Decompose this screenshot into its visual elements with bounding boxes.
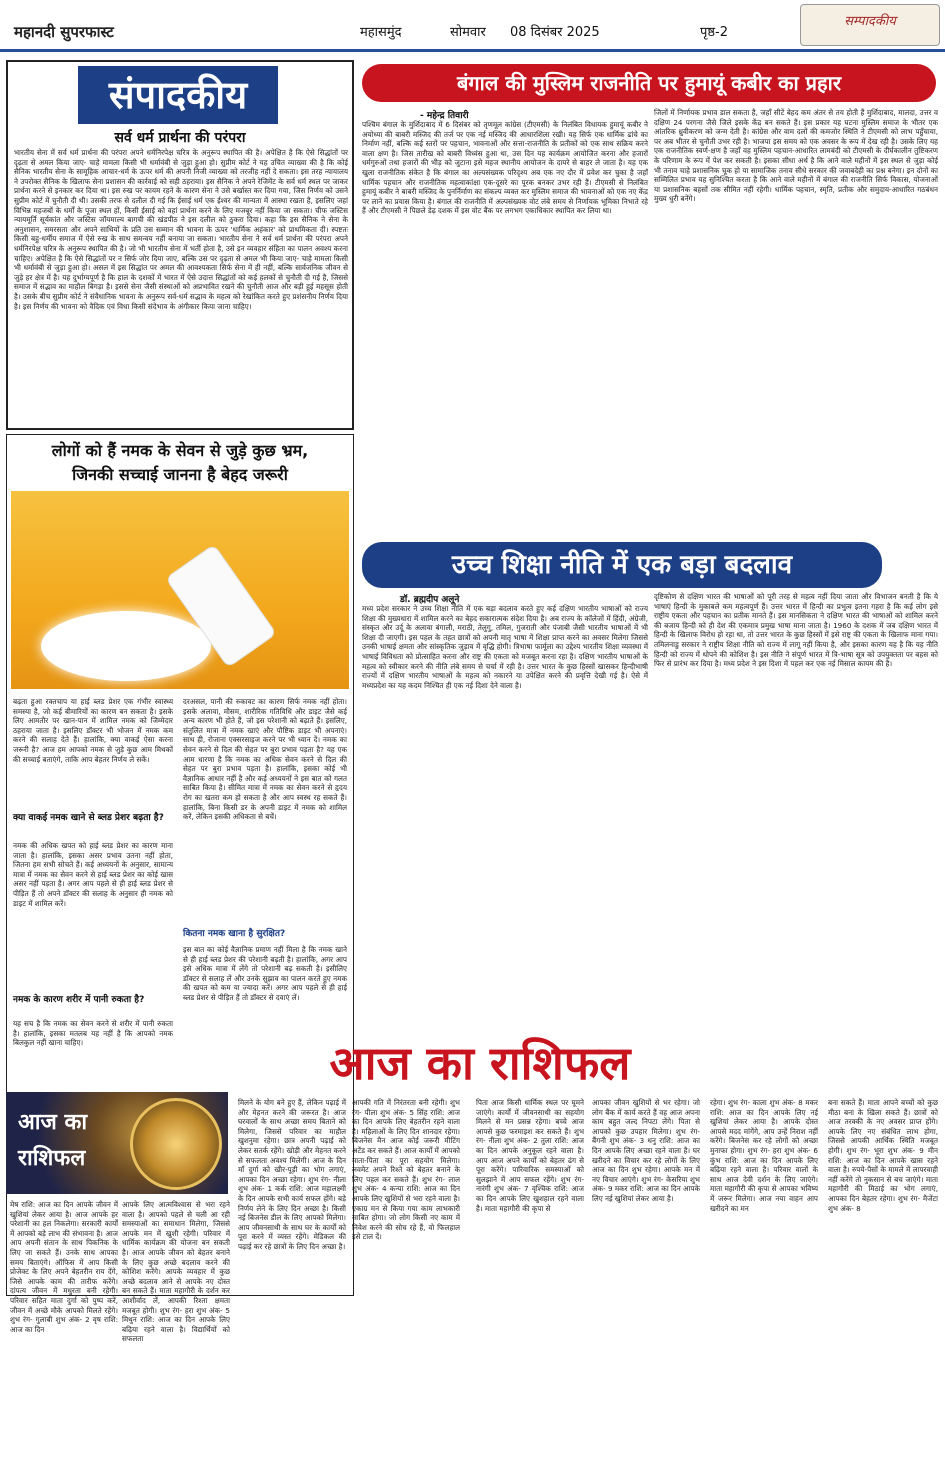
editorial-box (6, 60, 354, 430)
rashifal-col2: आपके लिए आत्मविश्वास से भरा रहने वाला है। आपको पहले से चली आ रही समस्याओं का समाधान मिलेगा, जिससे आपके मन में खुशी रहेगी। परिवार में धार्मिक कार्यक्रम की योजना बन सकती है। आज आपके जीवन को बेहतर बनाने के लिए कुछ अच्छे बदलाव करने की कोशिश करेंगे। आपके व्यवहार में कुछ अच्छे बदलाव आने से आपके नए दोस्त बन सकते हैं। माता महागौरी के दर्शन कर आशीर्वाद लें, आपकी रिश्ता क्षमता मजबूत होगी। शुभ रंग- हरा शुभ अंक- 5 मिथुन राशि: आज का दिन आपके लिए बढ़िया रहने वाला है। विद्यार्थियों को सफलता (122, 1200, 230, 1344)
rashifal-image-title-2: राशिफल (18, 1146, 86, 1171)
rashifal-col4: आपकी गति में निरंतरता बनी रहेगी। शुभ रंग- पीला शुभ अंक- 5 सिंह राशि: आज का दिन आपके लिए बेहतरीन रहने वाला है। महिलाओं के लिए दिन शानदार रहेगा। बिजनेस मैन आज कोई जरूरी मीटिंग अटेंड कर सकते हैं। आज कार्यों में आपको माता-पिता का पूरा सहयोग मिलेगा। लवमेट अपने रिश्ते को बेहतर बनाने के लिए पहल कर सकते हैं। शुभ रंग- लाल शुभ अंक- 4 कन्या राशि: आज का दिन आपके लिए खुशियों से भरा रहने वाला है। एकाग्र मन से किया गया काम लाभकारी साबित होगा। जो लोग किसी नए काम में निवेश करने की सोच रहे हैं, वो फिलहाल इसे टाल दें। (352, 1098, 460, 1242)
section-logo-text: सम्पादकीय (844, 14, 896, 29)
paper-name: महानदी सुपरफास्ट (14, 23, 114, 41)
rashifal-col1: मेष राशि: आज का दिन आपके जीवन में खुशियां लेकर आया है। आज आपके हर परेशानी का हल निकलेगा। सरकारी कार्यों में आपको बड़े लाभ की संभावना है। आज आप अपनी संतान के साथ पिकनिक के लिए जा सकते हैं। उनके साथ आपका समय बिताएंगे। ऑफिस में आप किसी प्रोजेक्ट के लिए अपने बेहतरीन राय देंगे, जिसे आपके काम की तारीफ करेंगे। दांपत्य जीवन में मधुरता बनी रहेगी। परिवार सहित माता दुर्गा को पुष्प करें, जीवन में अच्छे मौके आपको मिलते रहेंगे। शुभ रंग- गुलाबी शुभ अंक- 2 वृष राशि: आज का दिन (10, 1200, 118, 1334)
salt-title-line2: जिनकी सच्चाई जानना है बेहद जरूरी (72, 465, 288, 484)
salt-col1c: यह सच है कि नमक का सेवन करने से शरीर में पानी रुकता है। हालांकि, इसका मतलब यह नहीं है कि आपको नमक बिलकुल नहीं खाना चाहिए। (13, 1019, 173, 1048)
bengal-author: - महेन्द्र तिवारी (420, 111, 469, 121)
page-number: पृष्ठ-2 (700, 25, 729, 40)
salt-pile (41, 611, 211, 681)
education-headline: उच्च शिक्षा नीति में एक बड़ा बदलाव (362, 542, 882, 588)
salt-col1b: नमक की अधिक खपत को हाई ब्लड प्रेशर का कारण माना जाता है। हालांकि, इसका असर प्रभाव उतना नहीं होता, जितना हम सभी सोचते हैं। कई अध्ययनों के अनुसार, सामान्य मात्रा में नमक का सेवन करने से हाई ब्लड प्रेशर का कोई खास असर नहीं पड़ता है। अगर आप पहले से ही हाई ब्लड प्रेशर से पीड़ित हैं तो अपने डॉक्टर की सलाह के अनुसार ही नमक को डाइट में शामिल करें। (13, 841, 173, 908)
salt-heading-1: क्या वाकई नमक खाने से ब्लड प्रेशर बढ़ता है? (13, 813, 164, 823)
rashifal-col6: आपका जीवन खुशियों से भर रहेगा। जो लोग बैंक में कार्य करते हैं वह आज अपना काम बहुत जल्द निपटा लेंगे। पिता से आपको कुछ उपहार मिलेगा। शुभ रंग- बैंगनी शुभ अंक- 3 धनु राशि: आज का दिन आपके लिए अच्छा रहने वाला है। घर खरीदने का विचार कर रहे लोगों के लिए आज का दिन शुभ रहेगा। आपके मन में नए विचार आएंगे। शुभ रंग- केसरिया शुभ अंक- 9 मकर राशि: आज का दिन आपके लिए नई खुशियां लेकर आया है। (592, 1098, 700, 1203)
salt-heading-3: कितना नमक खाना है सुरक्षित? (183, 929, 286, 939)
rashifal-image (6, 1092, 228, 1194)
issue-date: 08 दिसंबर 2025 (510, 25, 600, 40)
salt-col2b: इस बात का कोई वैज्ञानिक प्रमाण नहीं मिला है कि नमक खाने से ही हाई ब्लड प्रेशर की परेशानी बढ़ती है। हालांकि, अगर आप इसे अधिक मात्रा में लेंगे तो परेशानी बढ़ सकती है। इसीलिए डॉक्टर से सलाह लें और उनके सुझाव का पालन करते हुए नमक की खपत को कम या ज्यादा करें। अगर आप पहले से ही हाई ब्लड प्रेशर से पीड़ित हैं तो डॉक्टर से दवाएं लें। (183, 945, 347, 1002)
city-name: महासमुंद (360, 25, 402, 40)
day-name: सोमवार (450, 25, 486, 40)
education-author: डॉ. ब्रह्मदीप अलूने (400, 595, 460, 605)
rashifal-col7: रहेगा। शुभ रंग- काला शुभ अंक- 8 मकर राशि: आज का दिन आपके लिए नई खुशियां लेकर आया है। आपके दोस्त आपसे मदद मांगेंगे, आप उन्हें निराश नहीं करेंगे। बिजनेस कर रहे लोगों को अच्छा मुनाफा होगा। शुभ रंग- हरा शुभ अंक- 6 कुंभ राशि: आज का दिन आपके लिए बढ़िया रहने वाला है। परिवार वालों के साथ आज देवी दर्शन के लिए जाएंगे। माता महागौरी की कृपा से आपका भविष्य में जरूर मिलेगा। आज नया वाहन आप खरीदने का मन (710, 1098, 818, 1213)
page-header (0, 0, 945, 52)
salt-col1: बढ़ता हुआ रक्तचाप या हाई ब्लड प्रेशर एक गंभीर स्वास्थ्य समस्या है, जो कई बीमारियों का कारण बन सकता है। इसके लिए आमतौर पर खान-पान में शामिल नमक को जिम्मेदार ठहराया जाता है। इसलिए डॉक्टर भी भोजन में नमक कम करने की सलाह देते हैं। हालांकि, क्या वाकई ऐसा करना जरूरी है? आज हम आपको नमक से जुड़े कुछ आम मिथकों की सच्चाई बताएंगे, ताकि आप बेहतर निर्णय ले सकें। (13, 697, 173, 764)
salt-title-line1: लोगों को हैं नमक के सेवन से जुड़े कुछ भ्रम, (51, 441, 309, 460)
bengal-headline: बंगाल की मुस्लिम राजनीति पर हुमायूं कबीर का प्रहार (362, 64, 936, 102)
editorial-title: सर्व धर्म प्रार्थना की परंपरा (114, 130, 246, 146)
bengal-col2: जिलों में निर्णायक प्रभाव डाल सकता है, जहाँ सीटें बेहद कम अंतर से तय होती हैं मुर्शिदाबाद, मालदा, उत्तर व दक्षिण 24 परगना जैसे जिले इसके केंद्र बन सकते हैं। इस प्रकार यह घटना मुस्लिम समाज के भीतर एक आंतरिक ध्रुवीकरण को जन्म देती है। कांग्रेस और वाम दलों की कमजोर स्थिति ने टीएमसी को लाभ पहुँचाया, पर अब भीतर से चुनौती उभर रही है। भाजपा इस समय को एक अवसर के रूप में देख रही है। उसके लिए यह एक राजनीतिक स्वर्ण-क्षण है जहाँ वह मुस्लिम पहचान-आधारित लामबंदी को टीएमसी के दीर्घकालीन तुष्टिकरण के परिणाम के रूप में पेश कर सकती है। इसका सीधा अर्थ है कि आने वाले महीनों में इस स्थल से जुड़ा कोई भी तनाव चाहे प्रशासनिक चूक हो या सामाजिक तनाव सीधे सरकार की जवाबदेही का प्रश्न बनेगा। इन दोनों का सम्मिलित प्रभाव यह सुनिश्चित करता है कि आने वाले महीनों में बंगाल की राजनीति सिर्फ विकास, योजनाओं या प्रशासनिक बहसों तक सीमित नहीं रहेगी। धार्मिक पहचान, स्मृति, प्रतीक और समुदाय-आधारित गठबंधन मुख्य धुरी बनेंगे। (654, 108, 938, 204)
rashifal-col5: पिता आज किसी धार्मिक स्थल पर घूमने जाएंगे। कार्यों में जीवनसाथी का सहयोग मिलने से मन प्रसन्न रहेगा। बच्चे आज आपसे कुछ फरमाइश कर सकते हैं। शुभ रंग- नीला शुभ अंक- 2 तुला राशि: आज का दिन आपके अनुकूल रहने वाला है। आप आज अपने कार्यों को बेहतर ढंग से पूरा करेंगे। पारिवारिक समस्याओं को सुलझाने में आप सफल रहेंगे। शुभ रंग- नारंगी शुभ अंक- 7 वृश्चिक राशि: आज का दिन आपके लिए खुशहाल रहने वाला है। माता महागौरी की कृपा से (476, 1098, 584, 1213)
salt-col2: दरअसल, पानी की रुकावट का कारण सिर्फ नमक नहीं होता। इसके अलावा, मौसम, शारीरिक गतिविधि और डाइट जैसे कई अन्य कारण भी होते हैं, जो इस परेशानी को बढ़ाते हैं। इसलिए, संतुलित मात्रा में नमक खाएं और पौष्टिक डाइट भी अपनाएं। साथ ही, रोजाना एक्सरसाइज करने पर भी ध्यान दें। नमक का सेवन करने से दिल की सेहत पर बुरा प्रभाव पड़ता है? यह एक आम धारणा है कि नमक का अधिक सेवन करने से दिल की सेहत पर बुरा प्रभाव पड़ता है। हालांकि, इसका कोई भी वैज्ञानिक आधार नहीं है और कई अध्ययनों ने इस बात को गलत साबित किया है। सीमित मात्रा में नमक का सेवन करने से हृदय रोग का खतरा कम हो सकता है और आप स्वस्थ रह सकते हैं। हालांकि, बिना किसी डर के अपनी डाइट में नमक को शामिल करें, लेकिन इसकी अधिकता से बचें। (183, 697, 347, 822)
rashifal-col8: बना सकते हैं। माता आपने बच्चों को कुछ मीठा बना के खिला सकते हैं। छात्रों को आज तरक्की के नए अवसर प्राप्त होंगे। आपके लिए नए संबंधित लाभ होगा, जिससे आपकी आर्थिक स्थिति मजबूत होगी। शुभ रंग- भूरा शुभ अंक- 9 मीन राशि: आज का दिन आपके खास रहने वाला है। रुपये-पैसों के मामले में लापरवाही नहीं करेंगे तो नुकसान से बच जाएंगे। माता महागौरी की मिठाई का भोग लगाएं, आपका दिन बेहतर रहेगा। शुभ रंग- मैजेंटा शुभ अंक- 8 (828, 1098, 938, 1213)
education-col1: मध्य प्रदेश सरकार ने उच्च शिक्षा नीति में एक बड़ा बदलाव करते हुए कई दक्षिण भारतीय भाषाओं को राज्य शिक्षा की मुख्यधारा में शामिल करने का बेहद सकारात्मक संदेश दिया है। अब राज्य के कॉलेजों में हिंदी, अंग्रेजी, संस्कृत और उर्दू के अलावा बंगाली, मराठी, तेलुगु, तमिल, गुजराती और पंजाबी जैसी भारतीय भाषाओं में भी शिक्षा दी जाएगी। इस पहल के तहत छात्रों को अपनी मातृ भाषा में शिक्षा प्राप्त करने का अवसर मिलेगा जिससे उनकी भाषाई क्षमता और सांस्कृतिक जुड़ाव में वृद्धि होगी। त्रिभाषा फार्मूला का उद्देश्य भारतीय शिक्षा व्यवस्था में भाषाई विविधता को प्रोत्साहित करना और राष्ट्र की एकता को मजबूत करना रहा है। दक्षिण भारतीय भाषाओं के महत्व को स्वीकार करने की नीति लंबे समय से चर्चा में रही है। उत्तर भारत के कुछ हिस्सों खासकर हिन्दीभाषी राज्यों में दक्षिण भारतीय भाषाओं के महत्व को नकारने या उपेक्षित करने की प्रवृत्ति देखी गई है। ऐसे में मध्यप्रदेश का यह कदम निश्चित ही एक नई दिशा देने वाला है। (362, 604, 648, 690)
editorial-banner: संपादकीय (78, 66, 278, 124)
bengal-col1: पश्चिम बंगाल के मुर्शिदाबाद में 6 दिसंबर को तृणमूल कांग्रेस (टीएमसी) के निलंबित विधायक हुमायूं कबीर ने अयोध्या की बाबरी मस्जिद की तर्ज पर एक नई मस्जिद की आधारशिला रखी। यह सिर्फ एक धार्मिक ढांचे का निर्माण नहीं, बल्कि कई स्तरों पर पहचान, भावनाओं और सत्ता-राजनीति के प्रतीकों को एक साथ सक्रिय करने वाला क्षण है। जिस तारीख को बाबरी विध्वंस हुआ था, उस दिन यह कार्यक्रम आयोजित करना और हजारों धर्मगुरुओं तथा हजारों की भीड़ को जुटाना इसे महज स्थानीय आयोजन के दायरे से बाहर ले जाता है। यह एक खुला राजनीतिक संकेत है कि बंगाल का अल्पसंख्यक परिदृश्य अब एक नए दौर में प्रवेश कर चुका है जहाँ धार्मिक पहचान और राजनीतिक महत्वाकांक्षा एक-दूसरे का पूरक बनकर उभर रही हैं। टीएमसी से निलंबित हुमायूं कबीर ने बाबरी मस्जिद के पुनर्निर्माण का संकल्प व्यक्त कर मुस्लिम समाज की भावनाओं को एक नए केंद्र पर लाने का प्रयास किया है। बंगाल की राजनीति में अल्पसंख्यक वोट लंबे समय से निर्णायक भूमिका निभाते रहे हैं और टीएमसी ने पिछले डेढ़ दशक में इस वोट बैंक पर लगभग एकाधिकार स्थापित कर लिया था। (362, 120, 648, 216)
salt-heading-2: नमक के कारण शरीर में पानी रुकता है? (13, 995, 145, 1005)
salt-image (11, 491, 349, 689)
editorial-body: भारतीय सेना में सर्व धर्म प्रार्थना की परंपरा अपने धर्मनिरपेक्ष चरित्र के अनुरूप स्थापित की है। अपेक्षित है कि ऐसे सिद्धांतों पर दृढ़ता से अमल किया जाए- चाहे मामला किसी भी धर्मावंबी से जुड़ा हुआ हो। सुप्रीम कोर्ट ने यह उचित व्याख्या की है कि कोई सैनिक भारतीय सेना के सामूहिक आचार-धर्म के ऊपर धर्म की अपनी निजी व्याख्या को तरजीह नहीं दे सकता। इस तरह न्यायालय ने उपरोक्त सैनिक के खिलाफ सेना प्रशासन की कार्रवाई को सही ठहराया। इस सैनिक ने अपने रेजिमेंट के सर्व धर्म स्थल पर जाकर प्रार्थना करने से इनकार कर दिया था। इस रुख पर कायम रहने के कारण सेना ने उसे बर्खास्त कर दिया गया, जिस निर्णय को उसने सुप्रीम कोर्ट में चुनौती दी थी। उसकी तरफ से दलील दी गई कि ईसाई धर्म एक ईश्वर की मान्यता में आस्था रखता है, इसलिए जहां विभिन्न महजबों के धर्मों के पूजा स्थल हों, किसी ईसाई को वहां प्रार्थना करने के लिए मजबूर नहीं किया जा सकता। चीफ जस्टिस न्यायमूर्ति सूर्यकांत और जस्टिस जॉयमाल्य बागची की खंडपीठ ने इस दलील को ठुकरा दिया। कहा कि इस सैनिक ने सेना के अनुशासन, समरसता और अपने साथियों के प्रति उस सम्मान की भावना के ऊपर 'धार्मिक अहंकार' को प्राथमिकता दी। स्पष्टतः किसी बहु-धर्मीय समाज में ऐसे रुख के साथ समन्वय नहीं बनाया जा सकता। भारतीय सेना ने सर्व धर्म प्रार्थना की परंपरा अपने धर्मनिरपेक्ष चरित्र के अनुरूप स्थापित की है। जो भी भारतीय सेना में भर्ती होता है, उसे इन व्यवहार संहिता का पालन अवश्य करना चाहिए। अपेक्षित है कि ऐसे सिद्धांतों पर न सिर्फ जोर दिया जाए, बल्कि उस पर दृढ़ता से अमल भी किया जाए- चाहे मामला किसी भी धर्मावंबी से जुड़ा हुआ हो। असल में इस सिद्धांत पर अमल की आवश्यकता सिर्फ सेना में ही नहीं, बल्कि सार्वजनिक जीवन से जुड़े हर क्षेत्र में है। यह दुर्भाग्यपूर्ण है कि हाल के दशकों में भारत में ऐसे उदात्त सिद्धांतों को कई हलकों से चुनौती दी गई है, जिससे समाज में सद्भाव का माहौल बिगड़ा है। इससे सेना जैसी संस्थाओं को अप्रभावित रखने की चुनौती आज और बड़ी हुई महसूस होती है। उसके बीच सुप्रीम कोर्ट ने संवैधानिक भावना के अनुरूप सर्व-धर्म सद्भाव के महत्व को रेखांकित करते हुए प्रशंसनीय निर्णय दिया है। इस निर्णय की भावना को वैदिक एवं विधा किसी संदेभाव के अंगीकार किया जाना चाहिए। (14, 148, 348, 311)
rashifal-title: आज का राशिफल (329, 1036, 631, 1090)
section-logo (800, 4, 940, 46)
rashifal-col3: मिलने के योग बने हुए हैं, लेकिन पढ़ाई में और मेहनत करने की जरूरत है। आज घरवालों के साथ अच्छा समय बिताने को मिलेगा, जिससे परिवार का माहौल खुशनुमा रहेगा। छात्र अपनी पढ़ाई को लेकर सतर्क रहेंगे। खोड़ी और मेहनत करने से सफलता अवश्य मिलेगी। आज के दिन माँ दुर्गा को खीर-पूड़ी का भोग लगाएं, आपका दिन अच्छा रहेगा। शुभ रंग- नीला शुभ अंक- 1 कर्क राशि: आज महालक्ष्मी के दिन आपके सभी कार्य सफल होंगे। बड़े निर्णय लेने के लिए दिन अच्छा है। किसी नई बिजनेस डील के लिए आपको मिलेगा। आप जीवनसाथी के साथ घर के कार्यों को पूरा करने में व्यस्त रहेंगे। मेडिकल की पढ़ाई कर रहे छात्रों के लिए दिन अच्छा है। (238, 1098, 346, 1251)
zodiac-wheel-icon (130, 1098, 222, 1190)
rashifal-image-title-1: आज का (18, 1110, 88, 1135)
education-col2: दृष्टिकोण से दक्षिण भारत की भाषाओं को पूरी तरह से महत्व नहीं दिया जाता और विभाजन बनती है कि ये भाषाएं हिन्दी के मुकाबले कम महत्वपूर्ण हैं। उत्तर भारत में हिन्दी का प्रभुत्व इतना गहरा है कि कई लोग इसे राष्ट्रीय एकता और पहचान का प्रतीक मानते हैं। इस मानसिकता ने दक्षिण भारत की भाषाओं को शामिल करने की बजाय हिन्दी को ही देश की एकमात्र प्रमुख भाषा माना जाता है। 1960 के दशक में जब दक्षिण भारत में हिन्दी के खिलाफ विरोध हो रहा था, तो उत्तर भारत के कुछ हिस्सों में इसे राष्ट्र की एकता के खिलाफ माना गया। तमिलनाडु सरकार ने राष्ट्रीय शिक्षा नीति को राज्य में लागू नहीं किया है, और इसका कारण यह है कि यह नीति हिन्दी को राज्य में थोपने की कोशिश है। इस नीति ने संपूर्ण भारत में त्रि-भाषा सूत्र को उपयुक्तता पर बहस को फिर से प्रारंभ कर दिया है। मध्य प्रदेश ने इस दिशा में पहल कर एक नई मिसाल कायम की है। (654, 592, 938, 669)
